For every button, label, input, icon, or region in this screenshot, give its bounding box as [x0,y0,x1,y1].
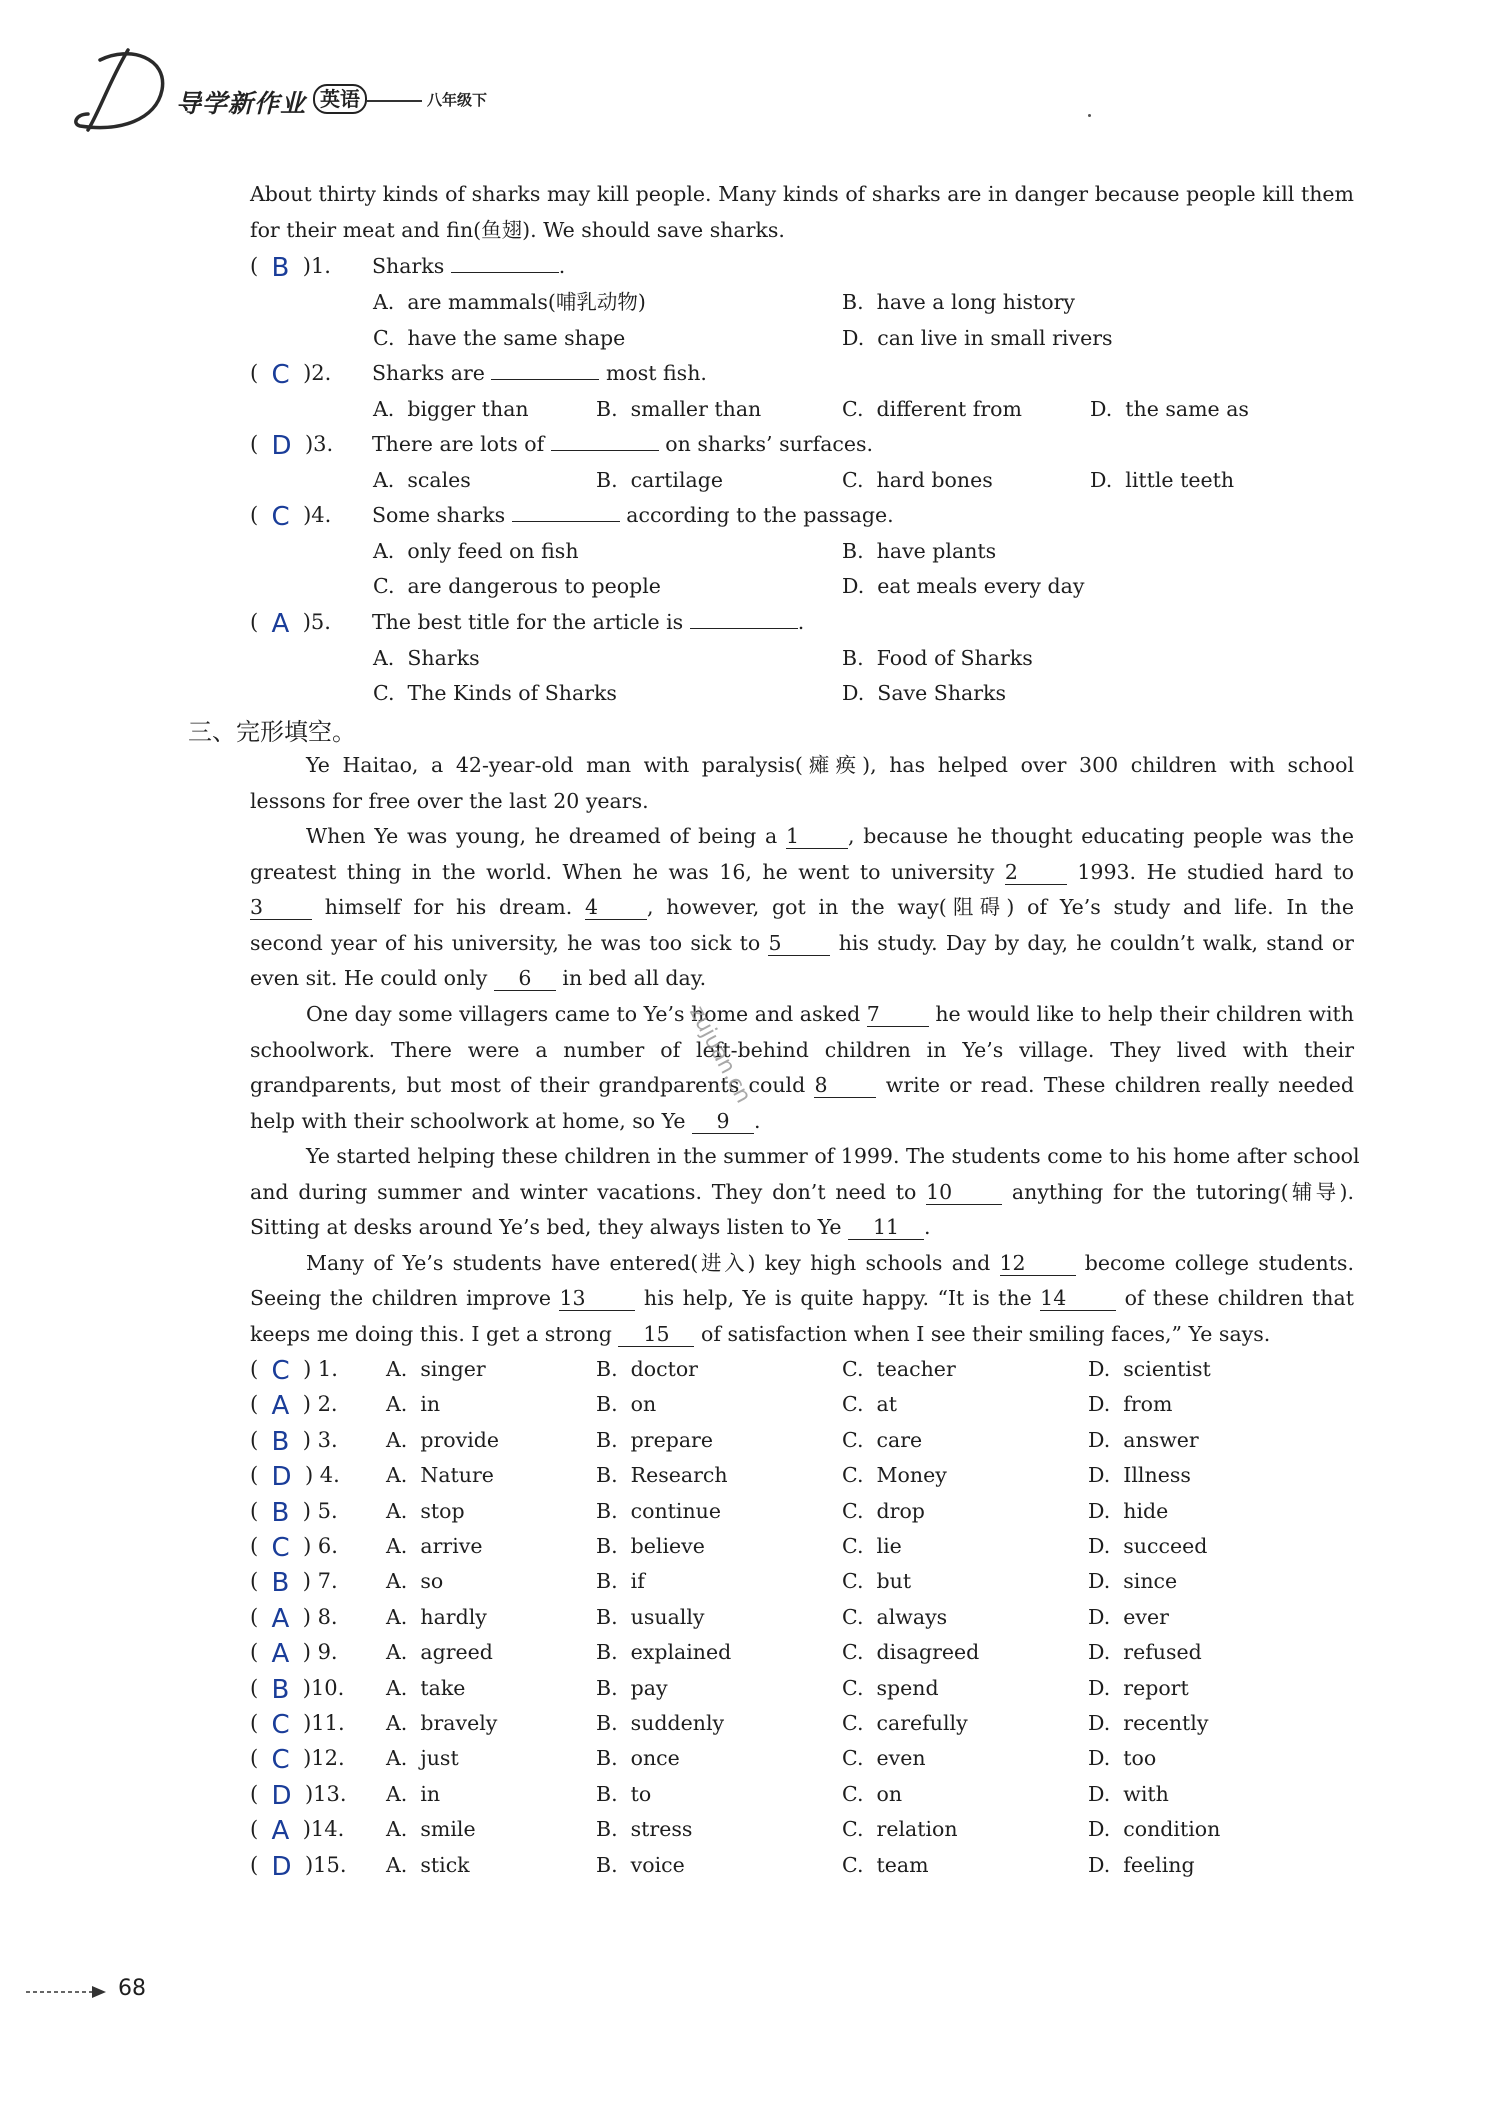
cloze-blank: 3 [250,895,312,920]
cloze-option-d: D. answer [1088,1428,1199,1452]
answer-mark: C [271,1745,290,1775]
cloze-option-a: A. in [386,1392,441,1416]
cloze-option-a: A. take [386,1676,466,1700]
cloze-option-a: A. Nature [386,1463,494,1487]
cloze-option-a: A. bravely [386,1711,498,1735]
cloze-option-c: C. at [842,1392,897,1416]
cloze-option-d: D. recently [1088,1711,1209,1735]
cloze-option-a: A. provide [386,1428,500,1452]
cloze-p5-line-2: Seeing the children improve 13 his help, Ye is quite happy. “It is the 14 of these children that [250,1286,1354,1310]
cloze-option-a: A. in [386,1782,441,1806]
answer-blank [690,628,798,629]
answer-blank [451,272,559,273]
cloze-blank: 15 [618,1322,694,1347]
cloze-p4-line-3: Sitting at desks around Ye’s bed, they always listen to Ye 11 . [250,1215,931,1239]
reading-intro-line-2: for their meat and fin(鱼翅). We should save sharks. [250,218,785,242]
answer-mark: C [271,502,290,532]
cloze-option-b: B. voice [596,1853,685,1877]
watermark-text: zujuan.cn [683,1002,756,1108]
grade-label: 八年级下 [427,91,488,109]
cloze-option-d: D. too [1088,1746,1157,1770]
answer-mark: C [271,1356,290,1386]
cloze-blank: 8 [814,1073,876,1098]
book-title: 导学新作业 [176,89,307,118]
cloze-blank: 13 [559,1286,635,1311]
cloze-option-c: C. Money [842,1463,947,1487]
answer-blank [491,379,599,380]
cloze-p5-line-3: keeps me doing this. I get a strong 15 of satisfaction when I see their smiling faces,” Ye says. [250,1322,1271,1346]
cloze-p4-line-1: Ye started helping these children in the summer of 1999. The students come to his home after school [306,1144,1360,1168]
cloze-blank: 12 [1000,1251,1076,1276]
answer-mark: D [271,431,292,461]
cloze-option-a: A. so [386,1569,444,1593]
cloze-blank: 4 [585,895,647,920]
cloze-p1-line-2: lessons for free over the last 20 years. [250,789,649,813]
answer-mark: A [271,1816,290,1846]
cloze-option-d: D. ever [1088,1605,1169,1629]
cloze-option-b: B. on [596,1392,657,1416]
cloze-blank: 5 [768,931,830,956]
cloze-option-c: C. lie [842,1534,902,1558]
cloze-option-d: D. report [1088,1676,1189,1700]
cloze-option-b: B. once [596,1746,680,1770]
cloze-option-c: C. spend [842,1676,939,1700]
cloze-p2-line-1: When Ye was young, he dreamed of being a 1 , because he thought educating people was the [306,824,1354,848]
page-number: 68 [118,1976,146,2001]
cloze-p3-line-3: grandparents, but most of their grandparents could 8 write or read. These children really needed [250,1073,1354,1097]
cloze-option-c: C. care [842,1428,923,1452]
answer-mark: B [271,1498,290,1528]
page-mark-dot [1088,114,1091,117]
cloze-option-a: A. stick [386,1853,470,1877]
cloze-p3-line-2: schoolwork. There were a number of left-behind children in Ye’s village. They lived with their [250,1038,1354,1062]
cloze-p3-line-4: help with their schoolwork at home, so Ye 9 . [250,1109,761,1133]
cloze-option-c: C. always [842,1605,948,1629]
book-logo-icon [70,40,180,140]
cloze-blank: 6 [494,966,556,991]
answer-mark: A [271,609,290,639]
cloze-option-c: C. even [842,1746,926,1770]
cloze-blank: 11 [848,1215,924,1240]
cloze-option-d: D. succeed [1088,1534,1208,1558]
cloze-p4-line-2: and during summer and winter vacations. They don’t need to 10 anything for the tutoring(辅导). [250,1180,1354,1204]
cloze-option-d: D. condition [1088,1817,1221,1841]
cloze-option-b: B. if [596,1569,645,1593]
cloze-p2-line-2: greatest thing in the world. When he was 16, he went to university 2 1993. He studied hard to [250,860,1354,884]
cloze-blank: 14 [1040,1286,1116,1311]
answer-mark: A [271,1391,290,1421]
cloze-option-c: C. team [842,1853,929,1877]
answer-blank [512,521,620,522]
cloze-option-d: D. since [1088,1569,1178,1593]
header-divider [366,100,422,102]
cloze-option-c: C. but [842,1569,912,1593]
answer-blank [551,450,659,451]
cloze-option-c: C. carefully [842,1711,968,1735]
cloze-option-d: D. feeling [1088,1853,1195,1877]
cloze-option-a: A. just [386,1746,459,1770]
cloze-p3-line-1: One day some villagers came to Ye’s home and asked 7 he would like to help their children with [306,1002,1354,1026]
cloze-option-d: D. refused [1088,1640,1202,1664]
answer-mark: C [271,1533,290,1563]
subject-badge: 英语 [313,84,367,114]
cloze-option-a: A. arrive [386,1534,483,1558]
cloze-option-c: C. disagreed [842,1640,980,1664]
answer-mark: A [271,1639,290,1669]
cloze-blank: 7 [867,1002,929,1027]
cloze-p2-line-5: even sit. He could only 6 in bed all day. [250,966,707,990]
cloze-blank: 2 [1005,860,1067,885]
cloze-option-b: B. prepare [596,1428,713,1452]
section-heading: 三、完形填空。 [188,718,356,746]
cloze-option-b: B. suddenly [596,1711,725,1735]
cloze-p2-line-3: 3 himself for his dream. 4 , however, got in the way(阻碍) of Ye’s study and life. In the [250,895,1354,919]
cloze-blank: 10 [926,1180,1002,1205]
answer-mark: B [271,1568,290,1598]
cloze-blank: 1 [786,824,848,849]
cloze-option-a: A. stop [386,1499,465,1523]
cloze-p2-line-4: second year of his university, he was too sick to 5 his study. Day by day, he couldn’t walk, stand or [250,931,1354,955]
cloze-option-b: B. stress [596,1817,693,1841]
cloze-option-a: A. singer [386,1357,486,1381]
cloze-blank: 9 [692,1109,754,1134]
answer-mark: B [271,1675,290,1705]
answer-mark: B [271,253,290,283]
answer-mark: D [271,1852,292,1882]
cloze-option-d: D. from [1088,1392,1173,1416]
cloze-option-a: A. hardly [386,1605,487,1629]
cloze-option-b: B. doctor [596,1357,698,1381]
cloze-option-b: B. believe [596,1534,705,1558]
cloze-option-a: A. agreed [386,1640,493,1664]
answer-mark: C [271,1710,290,1740]
cloze-p1-line-1: Ye Haitao, a 42-year-old man with paralysis(瘫痪), has helped over 300 children with school [306,753,1354,777]
cloze-option-a: A. smile [386,1817,476,1841]
cloze-option-b: B. continue [596,1499,721,1523]
answer-mark: A [271,1604,290,1634]
cloze-option-b: B. explained [596,1640,732,1664]
reading-intro-line-1: About thirty kinds of sharks may kill people. Many kinds of sharks are in danger because people kill them [250,182,1354,206]
answer-mark: D [271,1462,292,1492]
answer-mark: C [271,360,290,390]
cloze-option-b: B. usually [596,1605,705,1629]
cloze-p5-line-1: Many of Ye’s students have entered(进入) key high schools and 12 become college students. [306,1251,1354,1275]
arrow-right-icon [26,1985,106,1999]
answer-mark: B [271,1427,290,1457]
answer-mark: D [271,1781,292,1811]
cloze-option-d: D. scientist [1088,1357,1211,1381]
cloze-option-c: C. drop [842,1499,925,1523]
cloze-option-b: B. to [596,1782,652,1806]
cloze-option-d: D. hide [1088,1499,1169,1523]
cloze-option-c: C. relation [842,1817,958,1841]
cloze-option-c: C. on [842,1782,903,1806]
cloze-option-d: D. with [1088,1782,1169,1806]
cloze-option-b: B. pay [596,1676,668,1700]
cloze-option-d: D. Illness [1088,1463,1191,1487]
cloze-option-c: C. teacher [842,1357,956,1381]
cloze-option-b: B. Research [596,1463,728,1487]
